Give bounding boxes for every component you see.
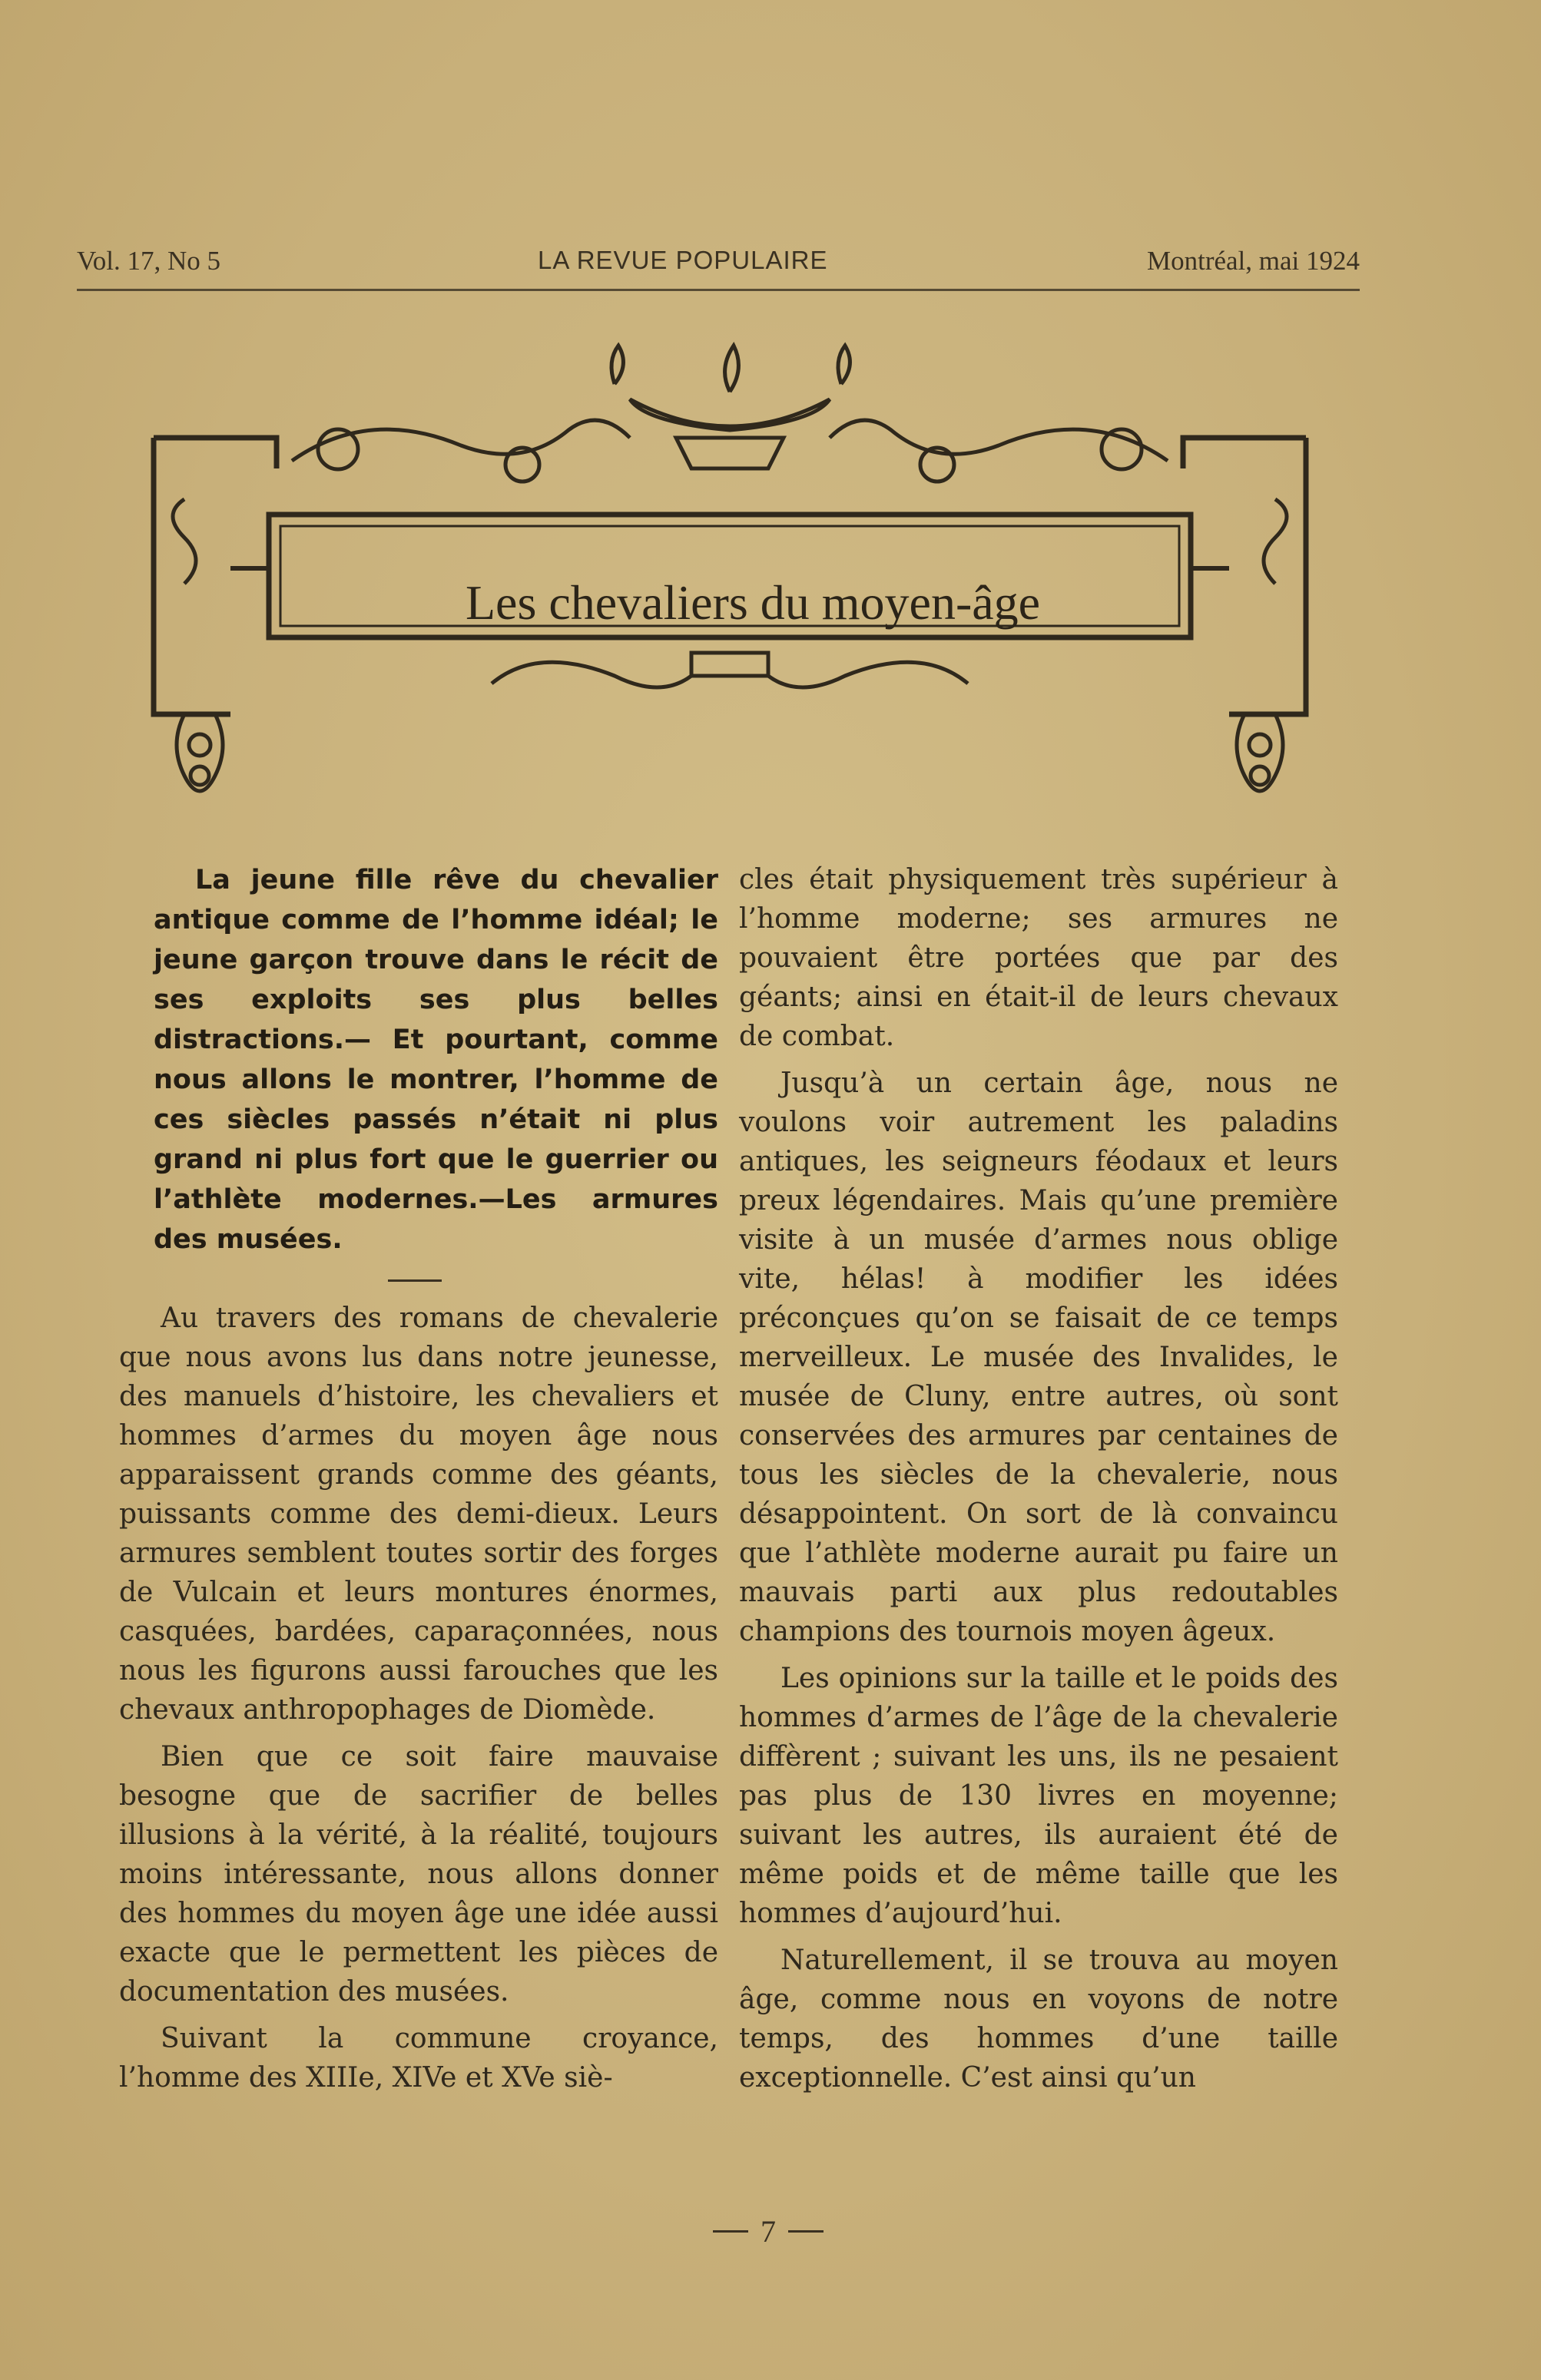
body-paragraph: Bien que ce soit faire mauvaise besogne que de sacrifier de belles illusions à la vérité, à la réalité, toujours moins intéressante, nous allons donner des hommes du moyen âge une idée aussi exacte que le permettent les pièces de documentation des musées. (119, 1741, 718, 2008)
header-rule (77, 289, 1360, 291)
body-paragraph: Jusqu’à un certain âge, nous ne voulons voir autrement les paladins antiques, les seigneurs féodaux et leurs preux légendaires. Mais qu’une première visite à un musée d’armes nous oblige vite, hélas! à modifier les idées préconçues qu’on se faisait de ce temps merveilleux. Le musée des Invalides, le musée de Cluny, entre autres, où sont conservées des armures par centaines de tous les siècles de la chevalerie, nous désappointent. On sort de là convaincu que l’athlète moderne aurait pu faire un mauvais parti aux plus redoutables champions des tournois moyen âgeux. (739, 1068, 1338, 1647)
left-column (119, 860, 718, 2105)
folio-dash (788, 2230, 824, 2233)
body-paragraph: Suivant la commune croyance, l’homme des XIIIe, XIVe et XVe siè- (119, 2023, 718, 2094)
page-number: 7 (761, 2213, 776, 2249)
article-title: Les chevaliers du moyen-âge (465, 575, 1041, 630)
section-separator (388, 1279, 442, 1282)
body-paragraph: Au travers des romans de chevalerie que nous avons lus dans notre jeunesse, des manuels d’histoire, les chevaliers et hommes d’armes du moyen âge nous apparaissent grands comme des géants, puissants comme des demi-dieux. Leurs armures semblent toutes sortir des forges de Vulcain et leurs montures énormes, casquées, bardées, caparaçonnées, nous nous les figurons aussi farouches que les chevaux anthropophages de Diomède. (119, 1303, 718, 1726)
body-paragraph: cles était physiquement très supérieur à l’homme moderne; ses armures ne pouvaient être portées que par des géants; ainsi en était-il de leurs chevaux de combat. (739, 864, 1338, 1052)
running-header (77, 238, 1360, 292)
publication-name: LA REVUE POPULAIRE (538, 246, 828, 274)
issue-date: Montréal, mai 1924 (1146, 246, 1360, 276)
page-number-footer (645, 2212, 891, 2250)
volume-number: Vol. 17, No 5 (77, 246, 221, 276)
body-paragraph: Les opinions sur la taille et le poids des hommes d’armes de l’âge de la chevalerie diffèrent ; suivant les uns, ils ne pesaient pas plus de 130 livres en moyenne; suivant les autres, ils auraient été de même poids et de même taille que les hommes d’aujourd’hui. (739, 1663, 1338, 1929)
right-column (739, 860, 1338, 2105)
body-paragraph: Naturellement, il se trouva au moyen âge, comme nous en voyons de notre temps, des hommes d’une taille exceptionnelle. C’est ainsi qu’un (739, 1945, 1338, 2094)
article-lede: La jeune fille rêve du chevalier antique comme de l’homme idéal; le jeune garçon trouve dans le récit de ses exploits ses plus belles distractions.— Et pourtant, comme nous allons le montrer, l’homme de ces siècles passés n’était ni plus grand ni plus fort que le guerrier ou l’athlète modernes.—Les armures des musées. (154, 865, 718, 1255)
folio-dash (713, 2230, 748, 2233)
